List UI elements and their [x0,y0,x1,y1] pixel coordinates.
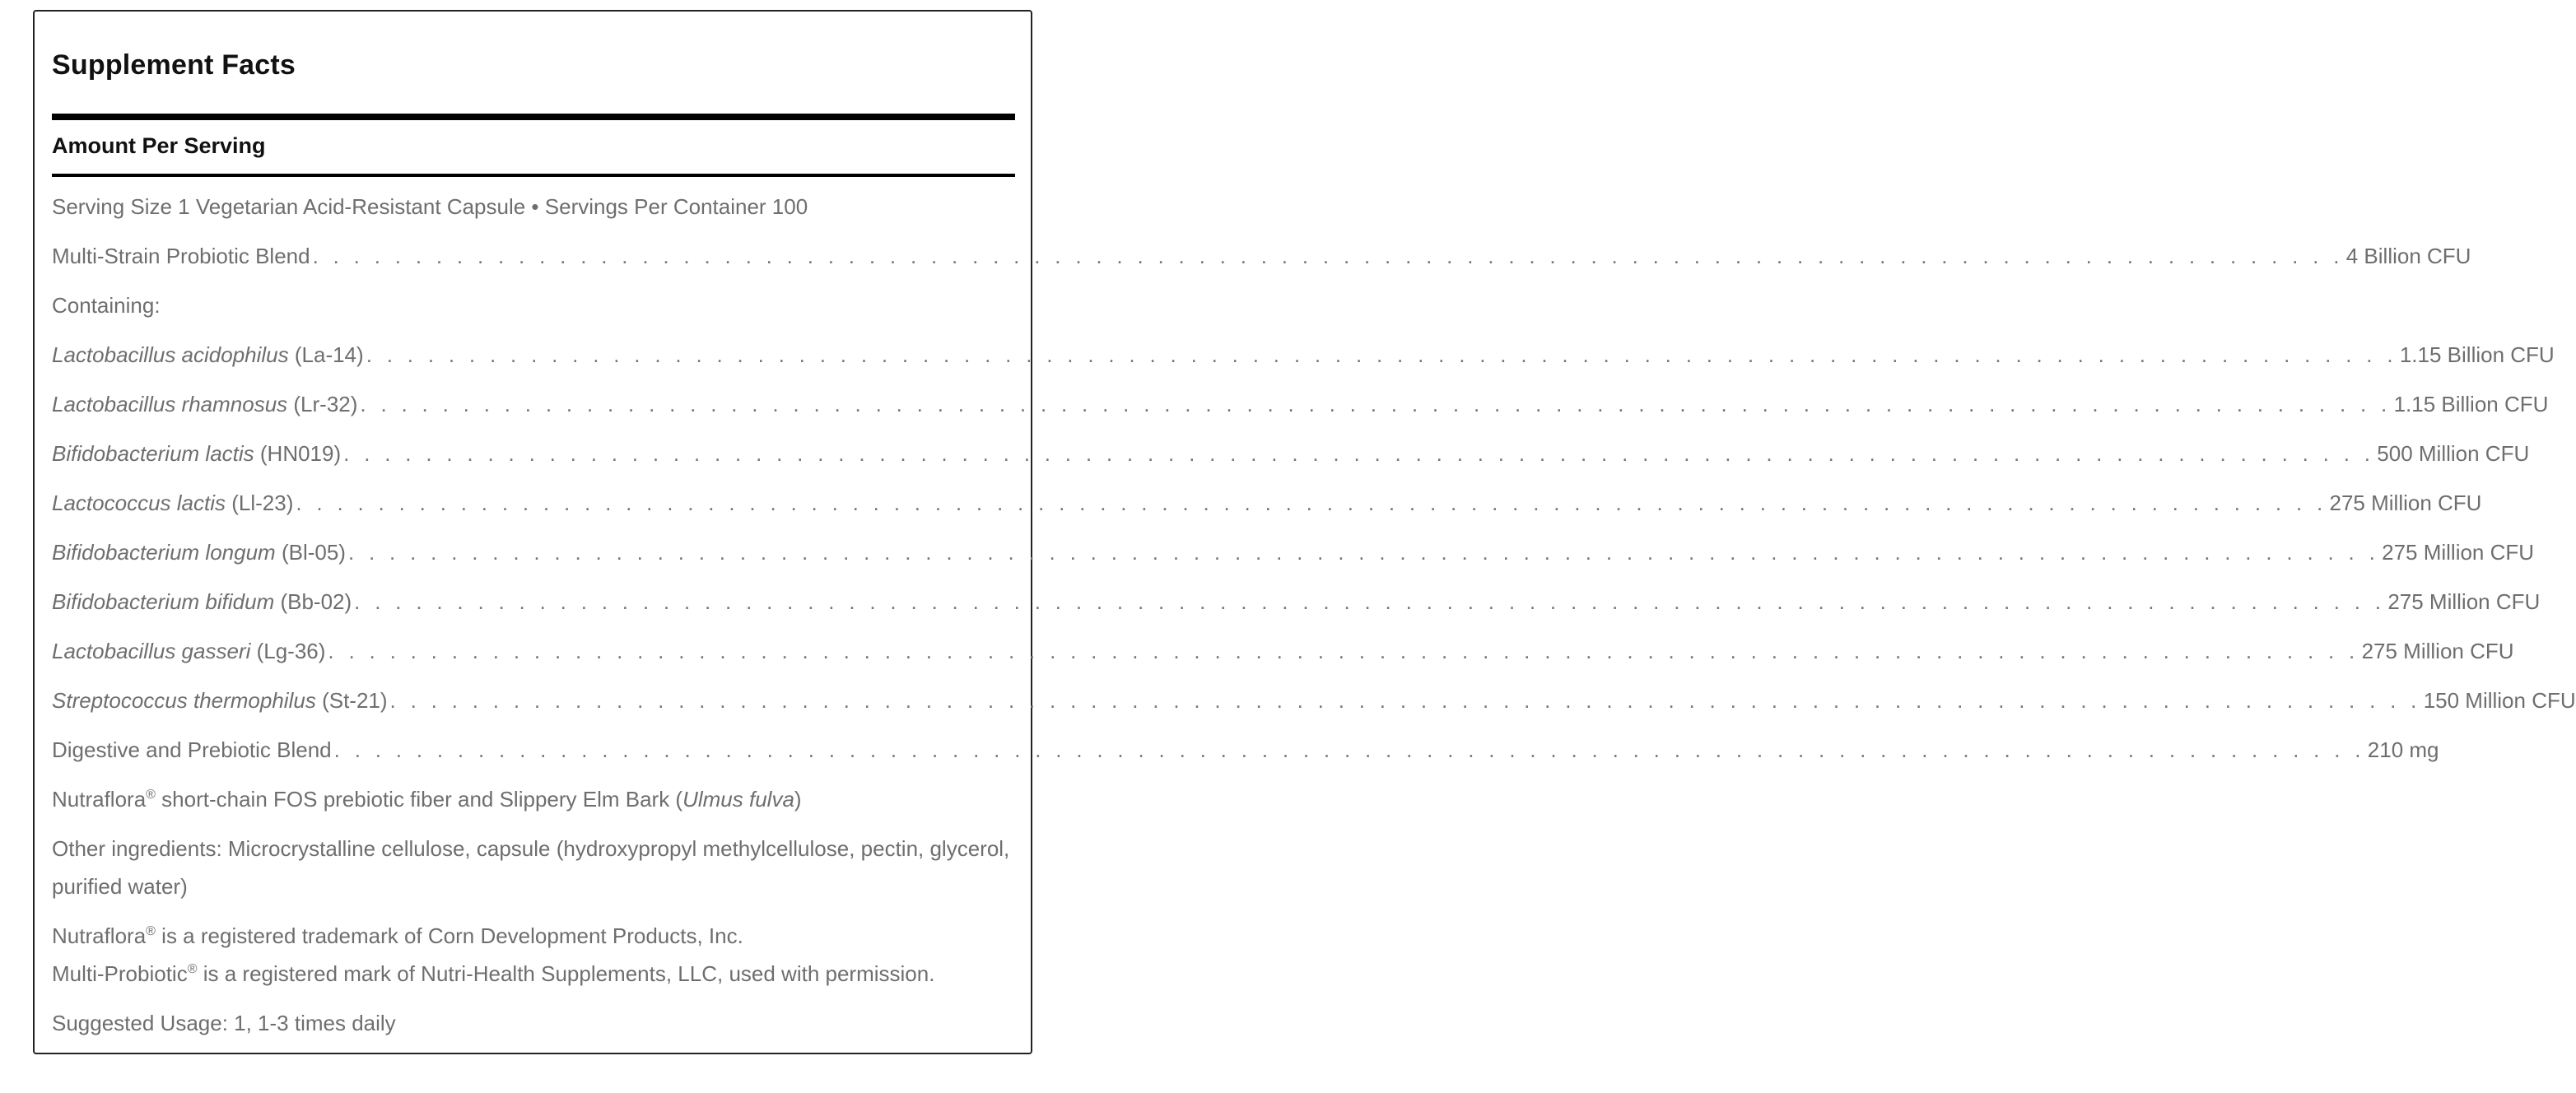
digestive-blend-detail [52,780,1015,818]
strain-species: Lactococcus lactis [52,491,226,515]
strain-amount: 500 Million CFU [2377,441,2530,466]
strain-row [52,583,2541,621]
strain-code: (Bb-02) [280,589,352,614]
strain-species: Lactobacillus gasseri [52,639,251,663]
probiotic-blend-amount: 4 Billion CFU [2345,244,2471,268]
dot-leader: . . . . . . . . . . . . . . . . . . . . . . . . . . . . . . . . . . . . . . . . . . . . . . . . . . . . . . . . . . . . . . . . . . . . . . . . . . . . . . . . . . . . . . . . . . . . . . . . . . . [333,737,2365,762]
strain-amount: 275 Million CFU [2329,491,2482,515]
strain-species: Bifidobacterium bifidum [52,589,275,614]
dot-leader: . . . . . . . . . . . . . . . . . . . . . . . . . . . . . . . . . . . . . . . . . . . . . . . . . . . . . . . . . . . . . . . . . . . . . . . . . . . . . . . . . . . . . . . . . . . . . . . . . . . [360,392,2392,416]
probiotic-blend-row [52,237,2471,275]
strain-row [52,533,2535,571]
trademark-text: is a registered mark of Nutri-Health Supplements, LLC, used with permission. [197,961,935,986]
thin-divider [52,174,1015,177]
strain-row [52,632,2514,670]
latin-name: Ulmus fulva [682,787,794,812]
detail-text: short-chain FOS prebiotic fiber and Slippery Elm Bark ( [155,787,683,812]
strain-row [52,385,2549,423]
registered-mark: ® [146,924,156,938]
dot-leader: . . . . . . . . . . . . . . . . . . . . . . . . . . . . . . . . . . . . . . . . . . . . . . . . . . . . . . . . . . . . . . . . . . . . . . . . . . . . . . . . . . . . . . . . . . . . . . . . . . . [328,639,2359,663]
digestive-blend-label: Digestive and Prebiotic Blend [52,737,332,762]
probiotic-blend-label: Multi-Strain Probiotic Blend [52,244,310,268]
dot-leader: . . . . . . . . . . . . . . . . . . . . . . . . . . . . . . . . . . . . . . . . . . . . . . . . . . . . . . . . . . . . . . . . . . . . . . . . . . . . . . . . . . . . . . . . . . . . . . . . . . . [366,342,2397,367]
panel-title: Supplement Facts [52,49,296,81]
dot-leader: . . . . . . . . . . . . . . . . . . . . . . . . . . . . . . . . . . . . . . . . . . . . . . . . . . . . . . . . . . . . . . . . . . . . . . . . . . . . . . . . . . . . . . . . . . . . . . . . . . . [312,244,2344,268]
trademark-brand: Nutraflora [52,923,147,948]
digestive-blend-row [52,731,2439,769]
strain-row [52,435,2530,472]
amount-per-serving-heading: Amount Per Serving [52,133,266,158]
strain-amount: 150 Million CFU [2423,688,2576,713]
strain-row [52,484,2482,522]
nutraflora-brand: Nutraflora [52,787,147,812]
supplement-facts-panel [33,10,2576,1054]
strain-amount: 1.15 Billion CFU [2399,342,2555,367]
trademark-brand: Multi-Probiotic [52,961,188,986]
trademark-note-2 [52,955,1015,993]
other-ingredients: Other ingredients: Microcrystalline cellulose, capsule (hydroxypropyl methylcellulose, pectin, glycerol, purified water) [52,836,1010,899]
strain-code: (HN019) [259,441,342,466]
strain-code: (Bl-05) [281,540,346,565]
dot-leader: . . . . . . . . . . . . . . . . . . . . . . . . . . . . . . . . . . . . . . . . . . . . . . . . . . . . . . . . . . . . . . . . . . . . . . . . . . . . . . . . . . . . . . . . . . . . . . . . . . . [343,441,2375,466]
containing-label: Containing: [52,293,161,318]
strain-species: Lactobacillus rhamnosus [52,392,288,416]
trademark-text: is a registered trademark of Corn Development Products, Inc. [155,923,743,948]
strain-code: (La-14) [294,342,364,367]
strain-amount: 275 Million CFU [2361,639,2514,663]
strain-code: (Ll-23) [231,491,294,515]
registered-mark: ® [146,788,156,802]
dot-leader: . . . . . . . . . . . . . . . . . . . . . . . . . . . . . . . . . . . . . . . . . . . . . . . . . . . . . . . . . . . . . . . . . . . . . . . . . . . . . . . . . . . . . . . . . . . . . . . . . . . [389,688,2421,713]
detail-text-end: ) [794,787,802,812]
suggested-usage: Suggested Usage: 1, 1-3 times daily [52,1011,396,1035]
trademark-note-1 [52,917,1015,955]
dot-leader: . . . . . . . . . . . . . . . . . . . . . . . . . . . . . . . . . . . . . . . . . . . . . . . . . . . . . . . . . . . . . . . . . . . . . . . . . . . . . . . . . . . . . . . . . . . . . . . . . . . [347,540,2380,565]
strain-code: (Lr-32) [293,392,358,416]
dot-leader: . . . . . . . . . . . . . . . . . . . . . . . . . . . . . . . . . . . . . . . . . . . . . . . . . . . . . . . . . . . . . . . . . . . . . . . . . . . . . . . . . . . . . . . . . . . . . . . . . . . [354,589,2386,614]
strain-species: Streptococcus thermophilus [52,688,316,713]
digestive-blend-amount: 210 mg [2367,737,2439,762]
strain-species: Lactobacillus acidophilus [52,342,289,367]
strain-code: (St-21) [322,688,388,713]
strain-row [52,681,2576,719]
strain-amount: 275 Million CFU [2387,589,2541,614]
strain-amount: 1.15 Billion CFU [2393,392,2549,416]
strain-species: Bifidobacterium longum [52,540,276,565]
thick-divider [52,114,1015,120]
strain-amount: 275 Million CFU [2382,540,2535,565]
dot-leader: . . . . . . . . . . . . . . . . . . . . . . . . . . . . . . . . . . . . . . . . . . . . . . . . . . . . . . . . . . . . . . . . . . . . . . . . . . . . . . . . . . . . . . . . . . . . . . . . . . . [296,491,2327,515]
strain-species: Bifidobacterium lactis [52,441,254,466]
strain-code: (Lg-36) [256,639,326,663]
registered-mark: ® [187,962,198,976]
strain-row [52,336,2555,374]
serving-info: Serving Size 1 Vegetarian Acid-Resistant Capsule • Servings Per Container 100 [52,194,808,219]
